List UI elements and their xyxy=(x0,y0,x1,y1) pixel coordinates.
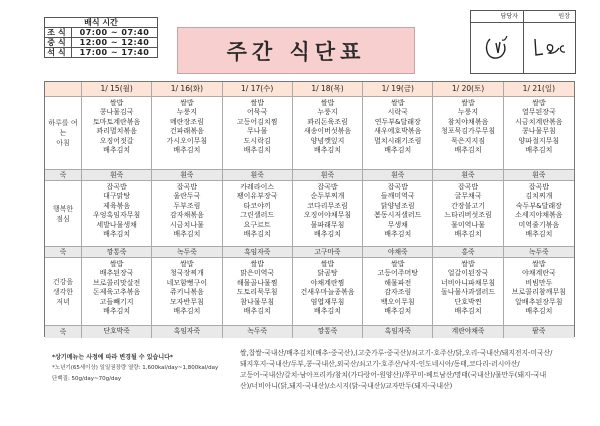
morning-porridge-cell: 흰죽 xyxy=(82,170,152,181)
dinner-cell xyxy=(363,258,433,326)
menu-item: 네모함뻥구이 xyxy=(166,278,208,287)
breakfast-cell xyxy=(152,97,222,170)
menu-item: 누룽지 xyxy=(317,108,338,117)
menu-item: 건파래볶음 xyxy=(170,127,204,136)
morning-porridge-cell: 흰죽 xyxy=(152,170,222,181)
lunch-row-label: 행복한 점심 xyxy=(45,181,82,247)
menu-item: 양념깻잎지 xyxy=(310,136,345,145)
menu-item: 야채계란찜 xyxy=(310,278,345,287)
lunch-cell xyxy=(223,181,293,247)
day-header: 1/ 16(화) xyxy=(152,82,222,97)
meal-time-value: 17:00 ~ 17:40 xyxy=(72,48,158,58)
menu-item: 무생채 xyxy=(387,220,408,229)
menu-item: 모자반무침 xyxy=(170,297,204,306)
day-header: 1/ 15(월) xyxy=(82,82,152,97)
menu-item: 연두부&달래장 xyxy=(374,117,421,126)
dinner-cell xyxy=(82,258,152,326)
menu-item: 쌀밥 xyxy=(180,99,194,107)
menu-item: 토마토계란볶음 xyxy=(92,117,141,126)
weekly-menu-grid xyxy=(44,81,575,337)
morning-porridge-cell: 흰죽 xyxy=(293,170,363,181)
dinner-cell xyxy=(293,258,363,326)
menu-item: 해물골나물찜 xyxy=(236,278,278,287)
menu-item: 시락국 xyxy=(387,108,408,117)
staff-signature xyxy=(471,23,523,73)
approval-staff xyxy=(471,11,524,73)
morning-porridge-cell: 흰죽 xyxy=(433,170,503,181)
menu-item: 얼갈이된장국 xyxy=(447,269,489,278)
meal-time-value: 07:00 ~ 07:40 xyxy=(72,28,158,38)
menu-item: 누룽지 xyxy=(176,108,198,117)
origin-line: 산)/너비아니(닭,돼지-국내산)/소시지(닭-국내산)/교자만두(돼지-국내산) xyxy=(240,382,453,390)
menu-item: 배추김치 xyxy=(173,307,201,316)
menu-item: 울란두국 xyxy=(173,192,201,201)
day-header: 1/ 20(토) xyxy=(433,82,503,97)
lunch-cell xyxy=(433,181,503,247)
menu-item: 청국장찌개 xyxy=(170,269,204,278)
breakfast-cell xyxy=(504,97,574,170)
day-header: 1/ 21(일) xyxy=(504,82,574,97)
menu-item: 쥬키니볶음 xyxy=(170,288,204,297)
breakfast-row-label: 하루를 여는 아침 xyxy=(45,97,82,170)
menu-item: 간장불고기 xyxy=(451,201,485,210)
menu-item: 브로콜리참깨무침 xyxy=(511,288,566,297)
menu-item: 쌀밥 xyxy=(109,260,124,268)
meal-time-label: 조식 xyxy=(45,28,72,38)
menu-item: 새우에호박볶음 xyxy=(374,127,422,136)
menu-item: 쌀밥 xyxy=(532,260,546,268)
lunch-cell xyxy=(363,181,433,247)
menu-item: 봄동시저샐러드 xyxy=(374,211,422,220)
afternoon-porridge-cell: 녹두죽 xyxy=(504,247,574,258)
menu-item: 그린샐러드 xyxy=(240,211,275,220)
meal-time-value: 12:00 ~ 12:40 xyxy=(72,38,158,48)
menu-item: 맑은미역국 xyxy=(240,269,275,278)
menu-item: 배추김치 xyxy=(173,230,201,239)
breakfast-cell xyxy=(82,97,152,170)
menu-item: 고등어주머탕 xyxy=(377,269,419,278)
evening-porridge-cell: 계란야채죽 xyxy=(433,326,503,338)
menu-item: 닭곰탕 xyxy=(317,269,338,278)
afternoon-porridge-cell: 홍죽 xyxy=(433,247,503,258)
evening-porridge-cell: 깡통죽 xyxy=(293,326,363,338)
menu-item: 메란장조림 xyxy=(170,117,204,126)
day-header: 1/ 17(수) xyxy=(223,82,293,97)
menu-item: 쌀밥 xyxy=(320,260,335,268)
menu-item: 열무된장국 xyxy=(521,108,556,117)
menu-item: 양파절지무침 xyxy=(518,136,560,145)
menu-item: 도시락김 xyxy=(243,136,271,145)
menu-item: 무나물 xyxy=(247,127,268,136)
afternoon-porridge-cell: 깡통죽 xyxy=(82,247,152,258)
menu-item: 쌀밥 xyxy=(250,99,264,107)
meal-time-label: 석식 xyxy=(45,48,72,58)
lunch-cell xyxy=(82,181,152,247)
menu-item: 타코야끼 xyxy=(243,201,271,210)
approval-director xyxy=(523,11,575,73)
menu-item: 브로콜리맛살전 xyxy=(92,278,141,287)
morning-porridge-cell: 흰죽 xyxy=(363,170,433,181)
menu-item: 콩나물무침 xyxy=(521,127,556,136)
menu-item: 쌀밥 xyxy=(461,260,475,268)
dinner-cell xyxy=(152,258,222,326)
meal-time-header: 배식 시간 xyxy=(45,18,158,28)
menu-item: 들깨미역국 xyxy=(380,192,415,201)
meal-time-label: 중식 xyxy=(45,38,72,48)
menu-item: 세발나물생채 xyxy=(96,220,137,229)
menu-item: 새송이버섯볶음 xyxy=(303,127,352,136)
lunch-cell xyxy=(293,181,363,247)
change-notice: *상기메뉴는 사정에 따라 변경될 수 있습니다* xyxy=(52,354,174,361)
morning-porridge-cell: 흰죽 xyxy=(223,170,293,181)
menu-item: 쌀밥 xyxy=(180,260,194,268)
menu-item: 배추김치 xyxy=(313,146,342,155)
evening-porridge-cell: 흑임자죽 xyxy=(363,326,433,338)
meal-time-table xyxy=(44,17,158,58)
menu-item: 잡곡밥 xyxy=(387,183,408,191)
menu-item: 돈제육고추볶음 xyxy=(92,288,141,297)
menu-item: 묵은지지짐 xyxy=(451,136,485,145)
evening-porridge-row-label: 죽 xyxy=(45,326,82,338)
menu-item: 시금치나물 xyxy=(170,220,204,229)
menu-item: 굴무채국 xyxy=(454,192,482,201)
menu-item: 카레라이스 xyxy=(240,183,275,191)
director-signature xyxy=(523,23,575,73)
menu-item: 배추김치 xyxy=(384,230,412,239)
menu-item: 콩나물김국 xyxy=(99,108,134,117)
menu-item: 물파래무침 xyxy=(310,220,345,229)
menu-item: 잡곡밥 xyxy=(176,183,198,191)
menu-item: 고들빼기지 xyxy=(99,297,134,306)
menu-item: 야채계란국 xyxy=(521,269,556,278)
menu-item: 감자채볶음 xyxy=(170,211,204,220)
menu-item: 도토리묵무침 xyxy=(236,288,278,297)
lunch-cell xyxy=(504,181,574,247)
menu-item: 알배추된장무침 xyxy=(515,297,563,306)
menu-item: 쌀밥 xyxy=(320,99,335,107)
menu-item: 돌나물사과샐러드 xyxy=(441,288,496,297)
page-title: 주간 식단표 xyxy=(177,27,415,74)
approval-box xyxy=(470,10,576,74)
menu-item: 쌀밥 xyxy=(391,99,405,107)
grid-corner xyxy=(45,82,82,97)
menu-item: 팽이유부장국 xyxy=(236,192,278,201)
calorie-note: *노년기(65세이상) 일일권장량 열량: 1,600kal/day~1,800kal/day xyxy=(52,365,219,371)
menu-item: 잡곡밥 xyxy=(528,183,549,191)
menu-item: 배추김치 xyxy=(454,146,482,155)
menu-item: 시금치계란볶음 xyxy=(515,117,563,126)
menu-item: 배추김치 xyxy=(243,307,271,316)
menu-item: 두부조림 xyxy=(173,201,201,210)
menu-item: 물미역나물 xyxy=(451,220,485,229)
menu-item: 배추김치 xyxy=(243,146,271,155)
menu-item: 닭양념조림 xyxy=(380,201,415,210)
menu-item: 배추된장국 xyxy=(99,269,134,278)
menu-item: 배추김치 xyxy=(454,307,482,316)
evening-porridge-cell: 녹두죽 xyxy=(223,326,293,338)
menu-item: 꽈리돈육조림 xyxy=(307,117,348,126)
morning-porridge-cell: 흰죽 xyxy=(504,170,574,181)
menu-item: 느타리버섯조림 xyxy=(444,211,492,220)
approval-staff-label: 담당자 xyxy=(471,11,523,23)
evening-porridge-cell: 팥죽 xyxy=(504,326,574,338)
menu-item: 쌀밥 xyxy=(532,99,546,107)
menu-item: 어묵국 xyxy=(247,108,268,117)
approval-director-label: 원장 xyxy=(523,11,575,23)
menu-item: 배추김치 xyxy=(313,307,342,316)
menu-item: 고등어김치찜 xyxy=(236,117,278,126)
menu-item: 배추김치 xyxy=(103,146,131,155)
afternoon-porridge-row-label: 죽 xyxy=(45,247,82,258)
menu-item: 청포묵김가루무침 xyxy=(441,127,496,136)
afternoon-porridge-cell: 녹두죽 xyxy=(152,247,222,258)
dinner-cell xyxy=(433,258,503,326)
origin-line: 고등어-국내산/갈치-남아프리카/참치(가다랑어-원양산)/쭈꾸미-베트남산/명태(국내산)/물만두(돼지-국내 xyxy=(240,371,547,379)
origin-info xyxy=(240,348,580,392)
menu-item: 해물파전 xyxy=(384,278,412,287)
menu-item: 배추김치 xyxy=(103,307,131,316)
dinner-cell xyxy=(504,258,574,326)
menu-item: 배추김치 xyxy=(454,230,482,239)
menu-item: 감자조림 xyxy=(384,288,412,297)
menu-item: 숙두부&달래장 xyxy=(515,201,562,210)
menu-item: 요구르트 xyxy=(243,220,271,229)
menu-item: 제육볶음 xyxy=(103,201,131,210)
lunch-cell xyxy=(152,181,222,247)
afternoon-porridge-cell: 흑임자죽 xyxy=(223,247,293,258)
menu-item: 오징어젓갈 xyxy=(99,136,134,145)
menu-item: 잡곡밥 xyxy=(317,183,338,191)
notes xyxy=(52,352,218,385)
menu-item: 코다리무조림 xyxy=(307,201,348,210)
afternoon-porridge-cell: 고구마죽 xyxy=(293,247,363,258)
menu-item: 배추김치 xyxy=(525,307,553,316)
dinner-cell xyxy=(223,258,293,326)
breakfast-cell xyxy=(223,97,293,170)
menu-item: 가시오이무침 xyxy=(166,136,208,145)
menu-item: 배추김치 xyxy=(313,230,342,239)
origin-line: 돼지후지-국내산/두부,콩-국내산,외국산/쇠고기-호주산/낙지-인도네시아/동태,코다리-러시아산/ xyxy=(240,360,520,368)
breakfast-cell xyxy=(433,97,503,170)
origin-line: 쌀,찹쌀-국내산/배추김치(배추-중국산),(고춧가루-중국산)/쇠고기-호주산/닭,오리-국내산/돼지전지-미국산/ xyxy=(240,349,553,357)
day-header: 1/ 18(목) xyxy=(293,82,363,97)
menu-item: 너비아니파채무침 xyxy=(441,278,496,287)
menu-item: 쌀밥 xyxy=(391,260,405,268)
menu-item: 염엽재무침 xyxy=(310,297,345,306)
menu-item: 배추김치 xyxy=(243,230,271,239)
menu-item: 배추김치 xyxy=(173,146,201,155)
breakfast-cell xyxy=(293,97,363,170)
menu-item: 오징어야채무침 xyxy=(303,211,352,220)
menu-item: 배추김치 xyxy=(525,230,553,239)
menu-item: 소세지야채볶음 xyxy=(515,211,563,220)
menu-item: 참치야채볶음 xyxy=(447,117,489,126)
menu-item: 배추김치 xyxy=(384,146,412,155)
morning-porridge-row-label: 죽 xyxy=(45,170,82,181)
menu-item: 쌀밥 xyxy=(461,99,475,107)
menu-item: 잡곡밥 xyxy=(457,183,479,191)
protein-note: 단백질: 50g/day~70g/day xyxy=(52,376,122,382)
menu-item: 미역줄기볶음 xyxy=(518,220,560,229)
menu-item: 백오이무침 xyxy=(380,297,415,306)
menu-item: 대구맑탕 xyxy=(103,192,131,201)
menu-item: 잡곡밥 xyxy=(106,183,127,191)
menu-item: 순두부찌개 xyxy=(310,192,345,201)
menu-item: 누룽지 xyxy=(457,108,479,117)
menu-item: 배추김치 xyxy=(384,307,412,316)
menu-item: 쌀밥 xyxy=(109,99,124,107)
afternoon-porridge-cell: 야채죽 xyxy=(363,247,433,258)
evening-porridge-cell: 흑임자죽 xyxy=(152,326,222,338)
evening-porridge-cell: 단호박죽 xyxy=(82,326,152,338)
menu-item: 꽈리멸치볶음 xyxy=(96,127,137,136)
menu-item: 배추김치 xyxy=(103,230,131,239)
menu-item: 우엉흑임자무침 xyxy=(92,211,141,220)
menu-item: 김치찌개 xyxy=(525,192,553,201)
menu-item: 건새우마늘종볶음 xyxy=(300,288,355,297)
menu-item: 비빔만두 xyxy=(525,278,553,287)
breakfast-cell xyxy=(363,97,433,170)
menu-item: 멸치시래기조림 xyxy=(374,136,422,145)
menu-item: 쌀밥 xyxy=(250,260,264,268)
menu-item: 단호박찐 xyxy=(454,297,482,306)
day-header: 1/ 19(금) xyxy=(363,82,433,97)
menu-item: 배추김치 xyxy=(525,146,553,155)
dinner-row-label: 건강을 생각한 저녁 xyxy=(45,258,82,326)
menu-item: 참나물무침 xyxy=(240,297,275,306)
